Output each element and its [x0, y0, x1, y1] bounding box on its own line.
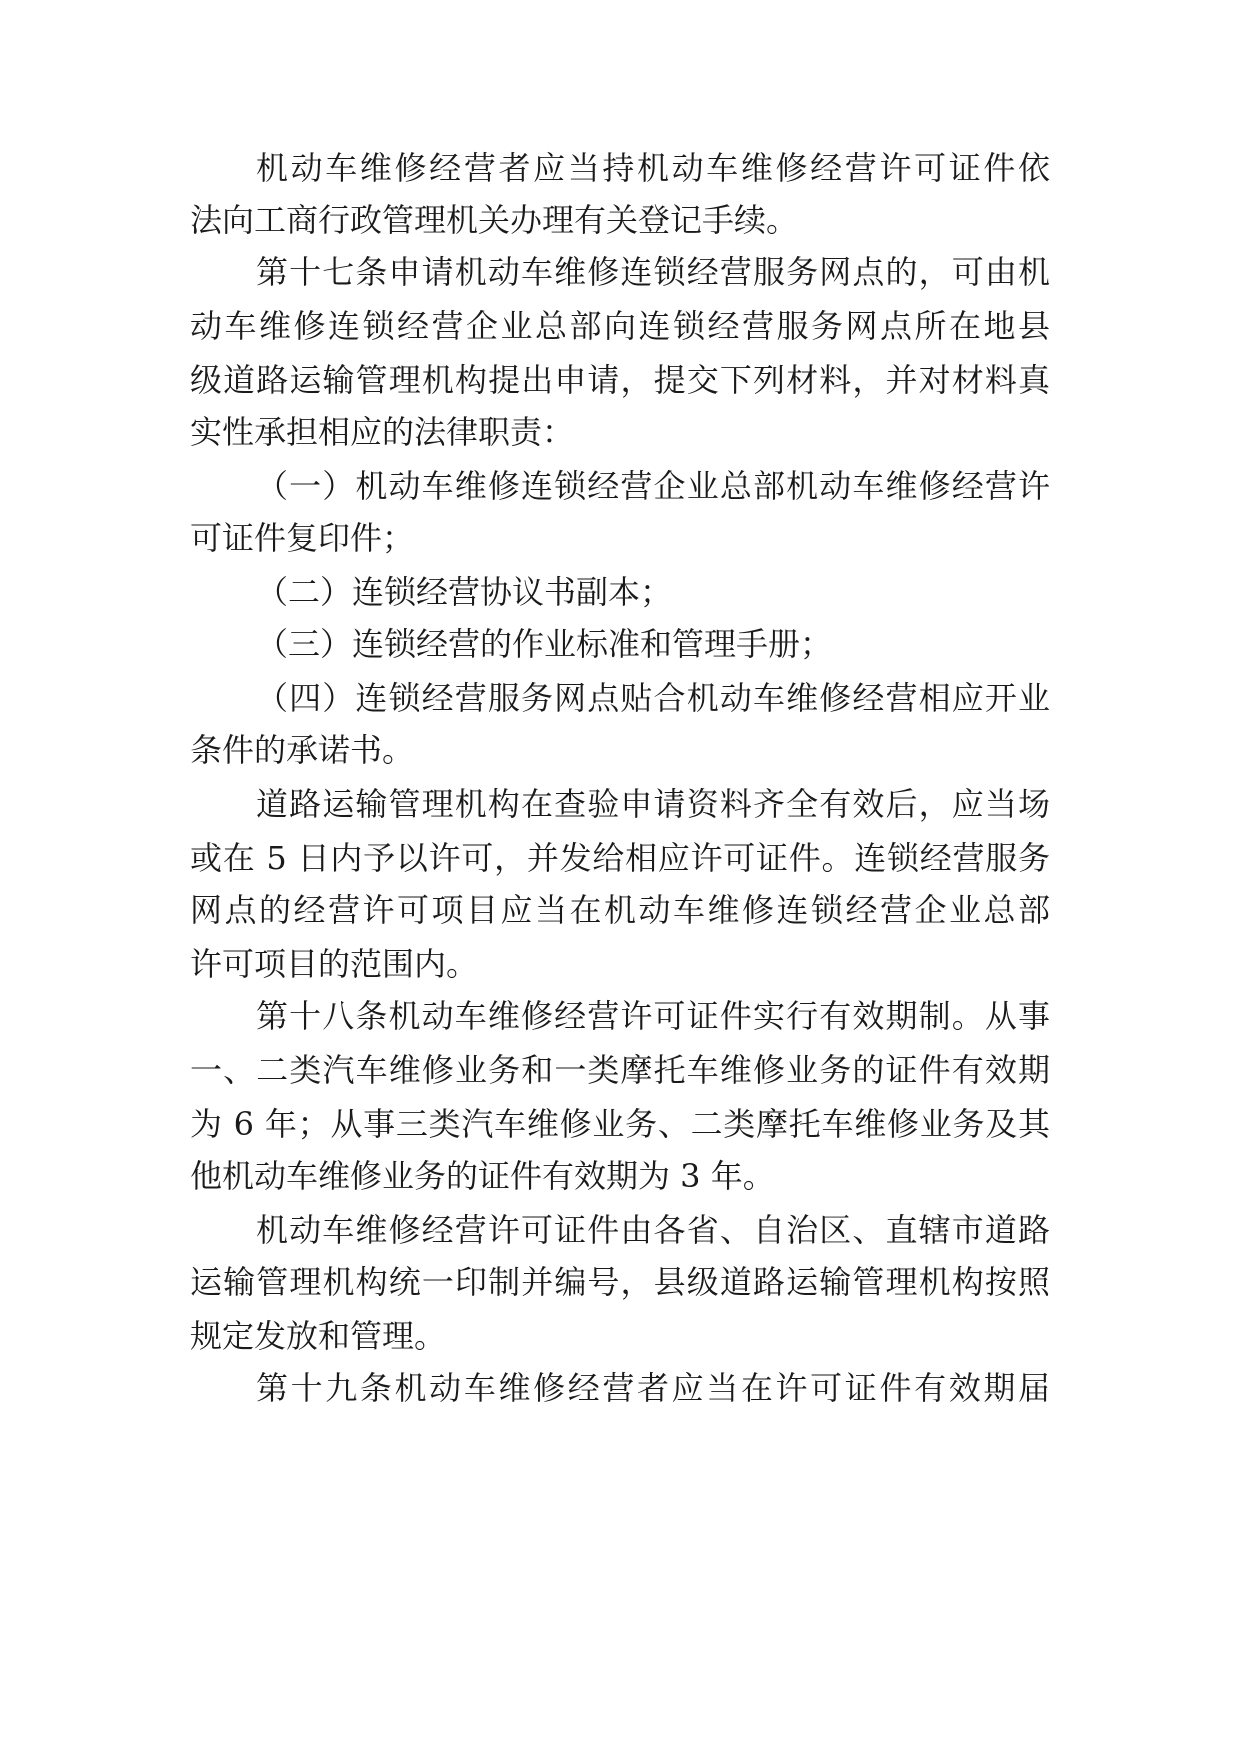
text-line: 规定发放和管理。 [190, 1317, 447, 1355]
text-line: （四）连锁经营服务网点贴合机动车维修经营相应开业 [256, 679, 1050, 717]
text-line: 第十八条机动车维修经营许可证件实行有效期制。从事 [256, 997, 1050, 1035]
text-line: 运输管理机构统一印制并编号，县级道路运输管理机构按照 [190, 1263, 1050, 1301]
text-line: 实性承担相应的法律职责： [190, 413, 575, 451]
text-line: 第十九条机动车维修经营者应当在许可证件有效期届 [256, 1369, 1050, 1407]
text-line: 条件的承诺书。 [190, 731, 415, 769]
text-line: （二）连锁经营协议书副本； [256, 573, 673, 611]
text-line: 一、二类汽车维修业务和一类摩托车维修业务的证件有效期 [190, 1051, 1050, 1089]
text-line: （三）连锁经营的作业标准和管理手册； [256, 625, 833, 663]
text-line: 机动车维修经营者应当持机动车维修经营许可证件依 [256, 149, 1050, 187]
text-line: 动车维修连锁经营企业总部向连锁经营服务网点所在地县 [190, 307, 1050, 345]
text-line: 或在 5 日内予以许可，并发给相应许可证件。连锁经营服务 [190, 839, 1050, 877]
text-line: 可证件复印件； [190, 519, 415, 557]
text-line: 许可项目的范围内。 [190, 945, 479, 983]
text-line: 第十七条申请机动车维修连锁经营服务网点的，可由机 [256, 253, 1050, 291]
text-line: 法向工商行政管理机关办理有关登记手续。 [190, 201, 799, 239]
text-line: 道路运输管理机构在查验申请资料齐全有效后，应当场 [256, 785, 1050, 823]
text-line: 为 6 年；从事三类汽车维修业务、二类摩托车维修业务及其 [190, 1105, 1050, 1143]
text-line: （一）机动车维修连锁经营企业总部机动车维修经营许 [256, 467, 1050, 505]
text-line: 他机动车维修业务的证件有效期为 3 年。 [190, 1157, 775, 1195]
text-line: 网点的经营许可项目应当在机动车维修连锁经营企业总部 [190, 891, 1050, 929]
text-line: 机动车维修经营许可证件由各省、自治区、直辖市道路 [256, 1211, 1050, 1249]
text-line: 级道路运输管理机构提出申请，提交下列材料，并对材料真 [190, 361, 1050, 399]
